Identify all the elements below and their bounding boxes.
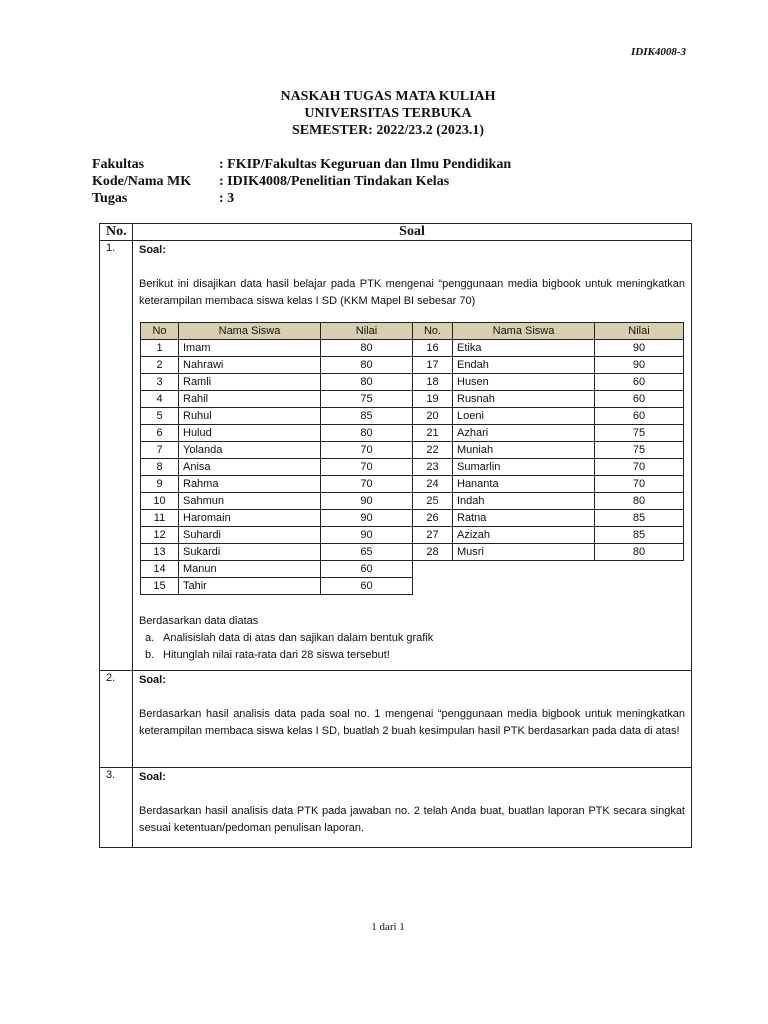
questions-header-row [100, 224, 692, 241]
cell-name: Rahil [179, 391, 321, 408]
cell-name: Ruhul [179, 408, 321, 425]
cell-no: 16 [413, 340, 453, 357]
cell-no: 5 [141, 408, 179, 425]
cell-no: 15 [141, 578, 179, 595]
cell-name: Suhardi [179, 527, 321, 544]
page-number: 1 dari 1 [371, 921, 405, 933]
col-header-no: No [141, 323, 179, 340]
cell-name: Muniah [453, 442, 595, 459]
document-title [0, 88, 768, 139]
task-marker: b. [145, 649, 155, 661]
cell-no: 8 [141, 459, 179, 476]
table-row [141, 425, 684, 442]
table-row [141, 408, 684, 425]
cell-score: 70 [595, 459, 684, 476]
col-header-score: Nilai [321, 323, 413, 340]
cell-score: 90 [321, 527, 413, 544]
cell-name: Haromain [179, 510, 321, 527]
cell-no: 2 [141, 357, 179, 374]
question-number: 3. [100, 768, 133, 848]
cell-no: 23 [413, 459, 453, 476]
cell-name: Imam [179, 340, 321, 357]
cell-score: 75 [595, 425, 684, 442]
cell-name: Husen [453, 374, 595, 391]
cell-name: Hulud [179, 425, 321, 442]
cell-name: Musri [453, 544, 595, 561]
cell-score: 90 [595, 340, 684, 357]
cell-score: 80 [321, 425, 413, 442]
title-line: NASKAH TUGAS MATA KULIAH [280, 89, 496, 104]
cell-score: 85 [595, 527, 684, 544]
cell-name: Yolanda [179, 442, 321, 459]
meta-row-fakultas [92, 156, 511, 173]
cell-name: Tahir [179, 578, 321, 595]
cell-name: Rusnah [453, 391, 595, 408]
cell-no: 27 [413, 527, 453, 544]
cell-score: 75 [321, 391, 413, 408]
empty-cell [413, 578, 453, 595]
cell-score: 60 [321, 578, 413, 595]
cell-no: 22 [413, 442, 453, 459]
header-no: No. [100, 224, 133, 241]
table-row [141, 493, 684, 510]
cell-no: 11 [141, 510, 179, 527]
meta-value: : IDIK4008/Penelitian Tindakan Kelas [219, 174, 450, 189]
cell-no: 21 [413, 425, 453, 442]
cell-name: Etika [453, 340, 595, 357]
empty-cell [595, 561, 684, 578]
meta-row-tugas [92, 190, 511, 207]
student-scores-table [140, 322, 684, 595]
cell-no: 24 [413, 476, 453, 493]
cell-no: 17 [413, 357, 453, 374]
title-line: SEMESTER: 2022/23.2 (2023.1) [291, 123, 485, 138]
cell-score: 80 [595, 493, 684, 510]
cell-name: Loeni [453, 408, 595, 425]
cell-name: Manun [179, 561, 321, 578]
table-row [141, 544, 684, 561]
document-code: IDIK4008-3 [630, 46, 686, 58]
questions-table [99, 223, 692, 848]
question-text: Berdasarkan hasil analisis data pada soal no. 1 mengenai “penggunaan media bigbook untuk meningkatkan keterampilan membaca siswa kelas I SD, buatlah 2 buah kesimpulan hasil PTK berdasarkan pada data di atas! [139, 708, 685, 737]
cell-score: 90 [321, 510, 413, 527]
question-number: 2. [100, 671, 133, 768]
empty-cell [595, 578, 684, 595]
cell-score: 65 [321, 544, 413, 561]
question-text: Berdasarkan hasil analisis data PTK pada jawaban no. 2 telah Anda buat, buatlan laporan PTK secara singkat sesuai ketentuan/pedoman penulisan laporan. [139, 805, 685, 834]
col-header-no-2: No. [413, 323, 453, 340]
cell-no: 6 [141, 425, 179, 442]
question-row-2 [100, 671, 692, 768]
cell-score: 80 [595, 544, 684, 561]
cell-name: Rahma [179, 476, 321, 493]
course-meta [92, 156, 511, 207]
cell-no: 19 [413, 391, 453, 408]
cell-score: 85 [321, 408, 413, 425]
table-row [141, 442, 684, 459]
question-row-1 [100, 241, 692, 671]
table-row [141, 374, 684, 391]
soal-label: Soal: [139, 244, 166, 256]
cell-score: 60 [321, 561, 413, 578]
table-row [141, 527, 684, 544]
cell-score: 70 [321, 442, 413, 459]
cell-no: 3 [141, 374, 179, 391]
table-row [141, 391, 684, 408]
table-row [141, 340, 684, 357]
cell-score: 85 [595, 510, 684, 527]
cell-score: 60 [595, 374, 684, 391]
cell-no: 10 [141, 493, 179, 510]
soal-label: Soal: [139, 674, 166, 686]
col-header-score-2: Nilai [595, 323, 684, 340]
cell-name: Endah [453, 357, 595, 374]
cell-score: 80 [321, 340, 413, 357]
cell-no: 1 [141, 340, 179, 357]
col-header-name-2: Nama Siswa [453, 323, 595, 340]
cell-name: Sukardi [179, 544, 321, 561]
cell-name: Anisa [179, 459, 321, 476]
cell-score: 75 [595, 442, 684, 459]
cell-no: 7 [141, 442, 179, 459]
empty-cell [453, 578, 595, 595]
cell-no: 14 [141, 561, 179, 578]
cell-score: 70 [321, 476, 413, 493]
cell-no: 18 [413, 374, 453, 391]
question-content [133, 768, 692, 848]
cell-name: Hananta [453, 476, 595, 493]
cell-score: 70 [595, 476, 684, 493]
meta-row-kode-mk [92, 173, 511, 190]
cell-name: Sahmun [179, 493, 321, 510]
cell-score: 60 [595, 408, 684, 425]
task-marker: a. [145, 632, 155, 644]
task-text: Hitunglah nilai rata-rata dari 28 siswa tersebut! [163, 649, 390, 661]
meta-label: Fakultas [92, 157, 145, 172]
cell-no: 26 [413, 510, 453, 527]
cell-no: 28 [413, 544, 453, 561]
cell-no: 20 [413, 408, 453, 425]
meta-label: Kode/Nama MK [92, 174, 192, 189]
question-content [133, 671, 692, 768]
cell-score: 90 [321, 493, 413, 510]
task-item [139, 630, 685, 647]
cell-name: Ramli [179, 374, 321, 391]
cell-no: 9 [141, 476, 179, 493]
meta-value: : 3 [219, 191, 235, 206]
cell-no: 4 [141, 391, 179, 408]
task-text: Analisislah data di atas dan sajikan dalam bentuk grafik [163, 632, 434, 644]
cell-score: 70 [321, 459, 413, 476]
scores-header-row [141, 323, 684, 340]
closing-text: Berdasarkan data diatas [139, 615, 259, 627]
cell-score: 80 [321, 357, 413, 374]
question-number: 1. [100, 241, 133, 671]
cell-no: 25 [413, 493, 453, 510]
soal-label: Soal: [139, 771, 166, 783]
cell-name: Ratna [453, 510, 595, 527]
task-list [139, 630, 685, 664]
table-row [141, 459, 684, 476]
title-line: UNIVERSITAS TERBUKA [304, 106, 472, 121]
cell-no: 13 [141, 544, 179, 561]
cell-name: Azizah [453, 527, 595, 544]
empty-cell [413, 561, 453, 578]
table-row [141, 476, 684, 493]
table-row [141, 510, 684, 527]
cell-no: 12 [141, 527, 179, 544]
cell-name: Nahrawi [179, 357, 321, 374]
meta-label: Tugas [92, 191, 128, 206]
cell-score: 90 [595, 357, 684, 374]
table-row [141, 561, 684, 578]
question-row-3 [100, 768, 692, 848]
cell-name: Indah [453, 493, 595, 510]
question-intro: Berikut ini disajikan data hasil belajar pada PTK mengenai “penggunaan media bigbook untuk meningkatkan keterampilan membaca siswa kelas I SD (KKM Mapel BI sebesar 70) [139, 278, 685, 307]
cell-name: Azhari [453, 425, 595, 442]
cell-score: 80 [321, 374, 413, 391]
meta-value: : FKIP/Fakultas Keguruan dan Ilmu Pendidikan [219, 157, 512, 172]
table-row [141, 578, 684, 595]
task-item [139, 647, 685, 664]
header-soal: Soal [133, 224, 692, 241]
question-content [133, 241, 692, 671]
col-header-name: Nama Siswa [179, 323, 321, 340]
cell-name: Sumarlin [453, 459, 595, 476]
cell-score: 60 [595, 391, 684, 408]
empty-cell [453, 561, 595, 578]
table-row [141, 357, 684, 374]
